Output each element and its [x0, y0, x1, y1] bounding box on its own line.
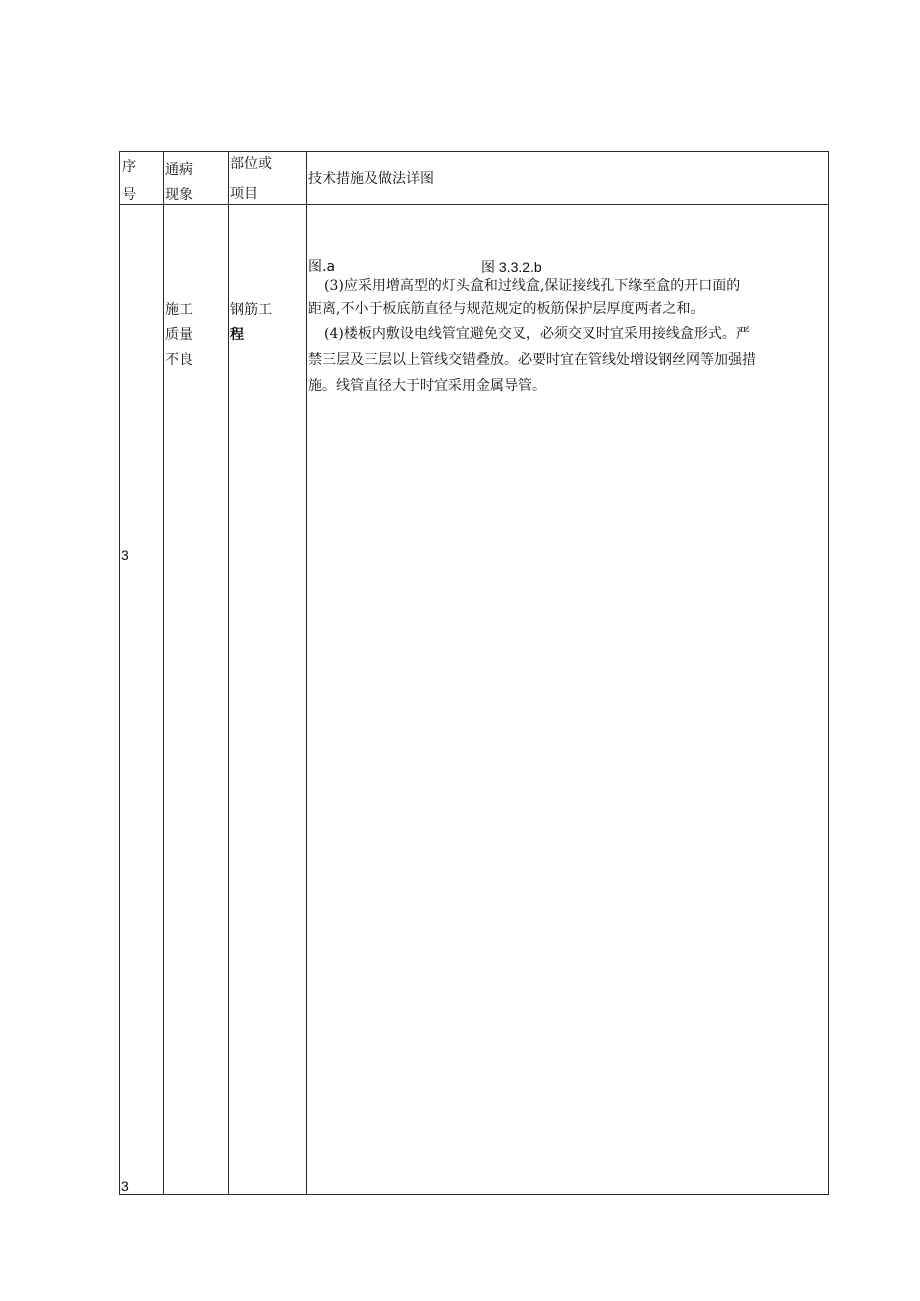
header-issue-line2: 现象 — [165, 187, 193, 203]
row-part-line1: 钢筋工 — [230, 302, 272, 318]
row-seq-lower: 3 — [121, 1178, 129, 1194]
row-issue-line1: 施工 — [165, 302, 193, 318]
row-seq-upper: 3 — [121, 547, 129, 563]
measure-3-line2: 距离,不小于板底筋直径与规范规定的板筋保护层厚度两者之和。 — [308, 301, 705, 317]
row-issue-line3: 不良 — [165, 352, 193, 368]
measure-3-line1: (3)应采用增高型的灯头盒和过线盒,保证接线孔下缘至盒的开口面的 — [324, 278, 741, 294]
measure-4-line1: (4)楼板内敷设电线管宜避免交叉，必须交叉时宜采用接线盒形式。严 — [324, 326, 750, 342]
column-divider-1 — [163, 152, 164, 1194]
figure-caption-b: 图 3.3.2.b — [481, 259, 542, 275]
column-divider-2 — [228, 152, 229, 1194]
header-issue-line1: 通病 — [165, 162, 193, 178]
figure-caption-a: 图.a — [308, 259, 336, 275]
measure-4-line2: 禁三层及三层以上管线交错叠放。必要时宜在管线处增设钢丝网等加强措 — [308, 352, 756, 368]
measure-4-line3: 施。线管直径大于时宜采用金属导管。 — [308, 378, 546, 394]
row-part-line2: 程 — [230, 327, 244, 343]
row-issue-line2: 质量 — [165, 327, 193, 343]
header-seq-line2: 号 — [122, 187, 136, 203]
header-part-line1: 部位或 — [230, 156, 272, 172]
column-divider-3 — [306, 152, 307, 1194]
header-part-line2: 项目 — [230, 186, 258, 202]
header-tech-measures: 技术措施及做法详图 — [308, 171, 434, 187]
header-row-divider — [120, 204, 828, 205]
header-seq-line1: 序 — [122, 159, 136, 175]
construction-table — [119, 151, 829, 1195]
